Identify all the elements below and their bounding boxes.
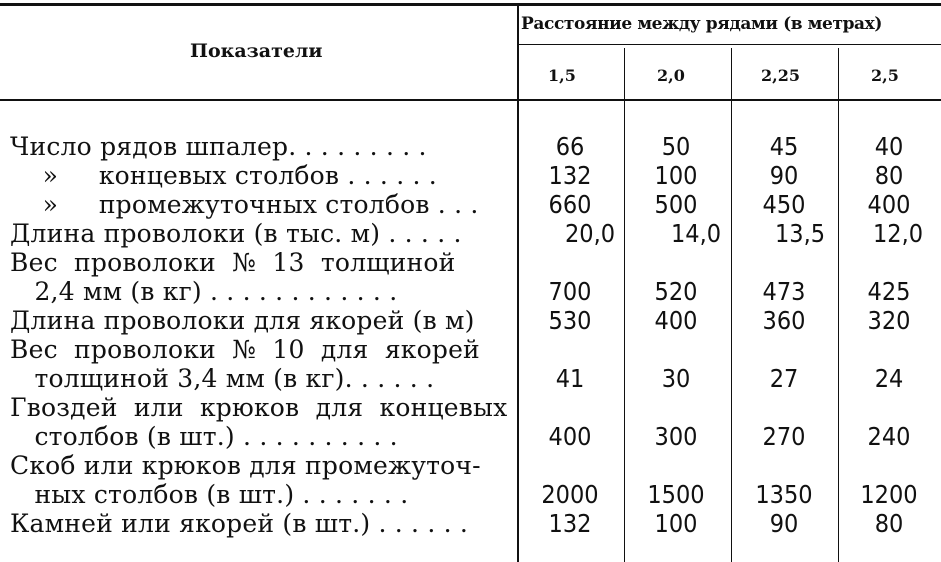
header-distance: Расстояние между рядами (в метрах)	[521, 14, 883, 34]
cell-value: 300	[654, 422, 698, 451]
row-label: ных столбов (в шт.) . . . . . . .	[10, 480, 409, 509]
cell-value: 450	[762, 190, 806, 219]
cell-value: 660	[548, 190, 592, 219]
col-sep-0	[517, 5, 519, 562]
row-label: Вес проволоки № 13 толщиной	[10, 248, 456, 277]
col-sep-1	[624, 48, 625, 562]
cell-value: 30	[661, 364, 691, 393]
cell-value: 1350	[755, 480, 813, 509]
cell-value: 40	[874, 132, 904, 161]
cell-value: 473	[762, 277, 806, 306]
cell-value: 320	[867, 306, 911, 335]
row-label: Вес проволоки № 10 для якорей	[10, 335, 480, 364]
cell-value: 2000	[541, 480, 599, 509]
row-label: Камней или якорей (в шт.) . . . . . .	[10, 509, 469, 538]
cell-value: 530	[548, 306, 592, 335]
header-indicators: Показатели	[190, 40, 323, 62]
cell-value: 80	[874, 161, 904, 190]
cell-value: 66	[555, 132, 585, 161]
row-label: толщиной 3,4 мм (в кг). . . . . .	[10, 364, 435, 393]
row-label: Скоб или крюков для промежуточ-	[10, 451, 481, 480]
cell-value: 90	[769, 509, 799, 538]
cell-value: 24	[874, 364, 904, 393]
header-mid-rule	[517, 44, 941, 45]
cell-value: 100	[654, 161, 698, 190]
cell-value: 20,0	[564, 219, 616, 248]
header-bottom-rule	[0, 99, 941, 101]
cell-value: 270	[762, 422, 806, 451]
header-col-2: 2,0	[657, 66, 685, 85]
row-label: Число рядов шпалер. . . . . . . . .	[10, 132, 427, 161]
cell-value: 520	[654, 277, 698, 306]
cell-value: 132	[548, 161, 592, 190]
header-col-3: 2,25	[761, 66, 800, 85]
cell-value: 45	[769, 132, 799, 161]
row-label: Длина проволоки для якорей (в м)	[10, 306, 475, 335]
col-sep-2	[731, 48, 732, 562]
cell-value: 400	[548, 422, 592, 451]
cell-value: 12,0	[872, 219, 924, 248]
cell-value: 500	[654, 190, 698, 219]
cell-value: 1500	[647, 480, 705, 509]
cell-value: 13,5	[774, 219, 826, 248]
cell-value: 80	[874, 509, 904, 538]
row-label: » концевых столбов . . . . . .	[10, 161, 437, 190]
cell-value: 400	[867, 190, 911, 219]
cell-value: 425	[867, 277, 911, 306]
row-label: Гвоздей или крюков для концевых	[10, 393, 508, 422]
cell-value: 27	[769, 364, 799, 393]
cell-value: 240	[867, 422, 911, 451]
cell-value: 700	[548, 277, 592, 306]
cell-value: 360	[762, 306, 806, 335]
cell-value: 14,0	[670, 219, 722, 248]
cell-value: 400	[654, 306, 698, 335]
cell-value: 1200	[860, 480, 918, 509]
header-col-1: 1,5	[548, 66, 576, 85]
row-label: столбов (в шт.) . . . . . . . . . .	[10, 422, 398, 451]
cell-value: 100	[654, 509, 698, 538]
cell-value: 132	[548, 509, 592, 538]
header-col-4: 2,5	[871, 66, 899, 85]
row-label: Длина проволоки (в тыс. м) . . . . .	[10, 219, 462, 248]
top-rule	[0, 3, 941, 6]
row-label: » промежуточных столбов . . .	[10, 190, 479, 219]
cell-value: 50	[661, 132, 691, 161]
cell-value: 90	[769, 161, 799, 190]
cell-value: 41	[555, 364, 585, 393]
row-label: 2,4 мм (в кг) . . . . . . . . . . . .	[10, 277, 398, 306]
